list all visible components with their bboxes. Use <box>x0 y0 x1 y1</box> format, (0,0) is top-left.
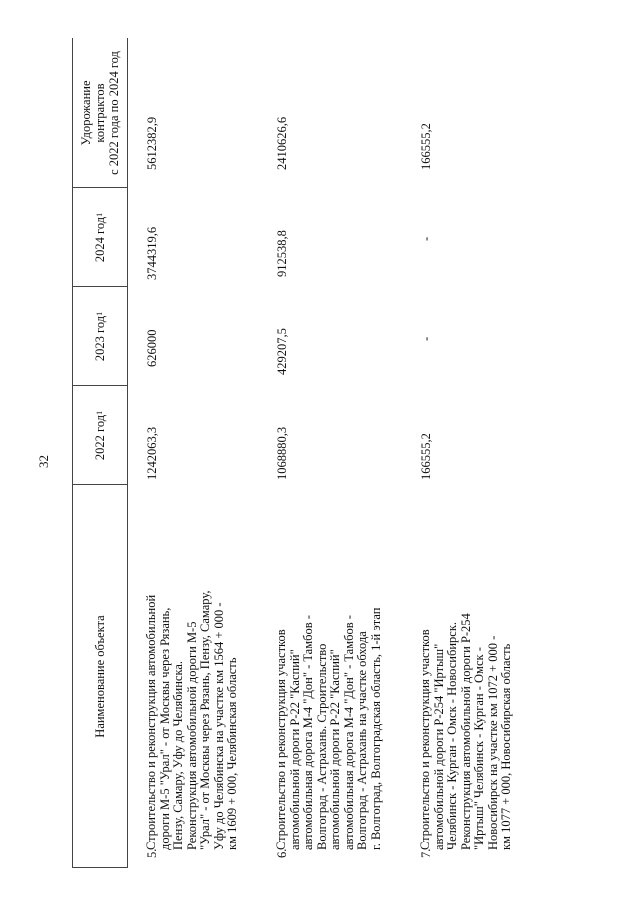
value-2023: 429207,5 <box>275 328 289 375</box>
header-2024: 2024 год 1 <box>92 212 107 263</box>
value-2022: 166555,2 <box>419 433 433 480</box>
row-number: 5. <box>145 848 159 858</box>
value-2023: 626000 <box>145 329 159 367</box>
table-header-bottom-border <box>127 38 128 868</box>
object-name-cell: Строительство и реконструкция участков автомобильной дороги Р-22 "Каспий" автомобильная дорога М-4 "Дон" - Тамбов - Волгоград - Астрахань. Строительство автомобильной дороги Р-22 "Каспий" автомобильная дорога М-4 "Дон" - Тамбов - Волгоград - Астрахань на участке обхода г. Волгоград, Волгоградская область, 1-й этап <box>274 607 383 850</box>
value-2022: 1242063,3 <box>145 426 159 480</box>
value-2022: 1068880,3 <box>275 426 289 480</box>
object-name-cell: Строительство и реконструкция участков автомобильной дороги Р-254 "Иртыш" Челябинск - Курган - Омск - Новосибирск. Реконструкция автомобильной дороги Р-254 "Иртыш" Челябинск - Курган - Омск - Новосибирск на участке км 1072 + 000 - км 1077 + 000, Новосибирская область <box>418 613 513 850</box>
value-increase: 5612382,9 <box>145 116 159 170</box>
header-object-name: Наименование объекта <box>92 615 107 738</box>
row-number: 7. <box>419 848 433 858</box>
header-increase: Удорожание контрактов с 2022 года по 2024 год <box>78 51 121 175</box>
page-number: 32 <box>36 455 51 468</box>
value-increase: 166555,2 <box>419 123 433 170</box>
value-2024: - <box>419 236 433 241</box>
value-2023: - <box>419 336 433 341</box>
header-2023: 2023 год 1 <box>92 311 107 362</box>
value-increase: 2410626,6 <box>275 116 289 170</box>
value-2024: 3744319,6 <box>145 226 159 280</box>
row-number: 6. <box>275 848 289 858</box>
header-2022: 2022 год 1 <box>92 410 107 461</box>
object-name-cell: Строительство и реконструкция автомобильной дороги М-5 "Урал" - от Москвы через Рязань, Пензу, Самару, Уфу до Челябинска. Реконструкция автомобильной дороги М-5 "Урал" - от Москвы через Рязань, Пензу, Самару, Уфу до Челябинска на участке км 1564 + 000 - км 1609 + 000, Челябинская область <box>144 590 239 850</box>
value-2024: 912538,8 <box>275 230 289 277</box>
